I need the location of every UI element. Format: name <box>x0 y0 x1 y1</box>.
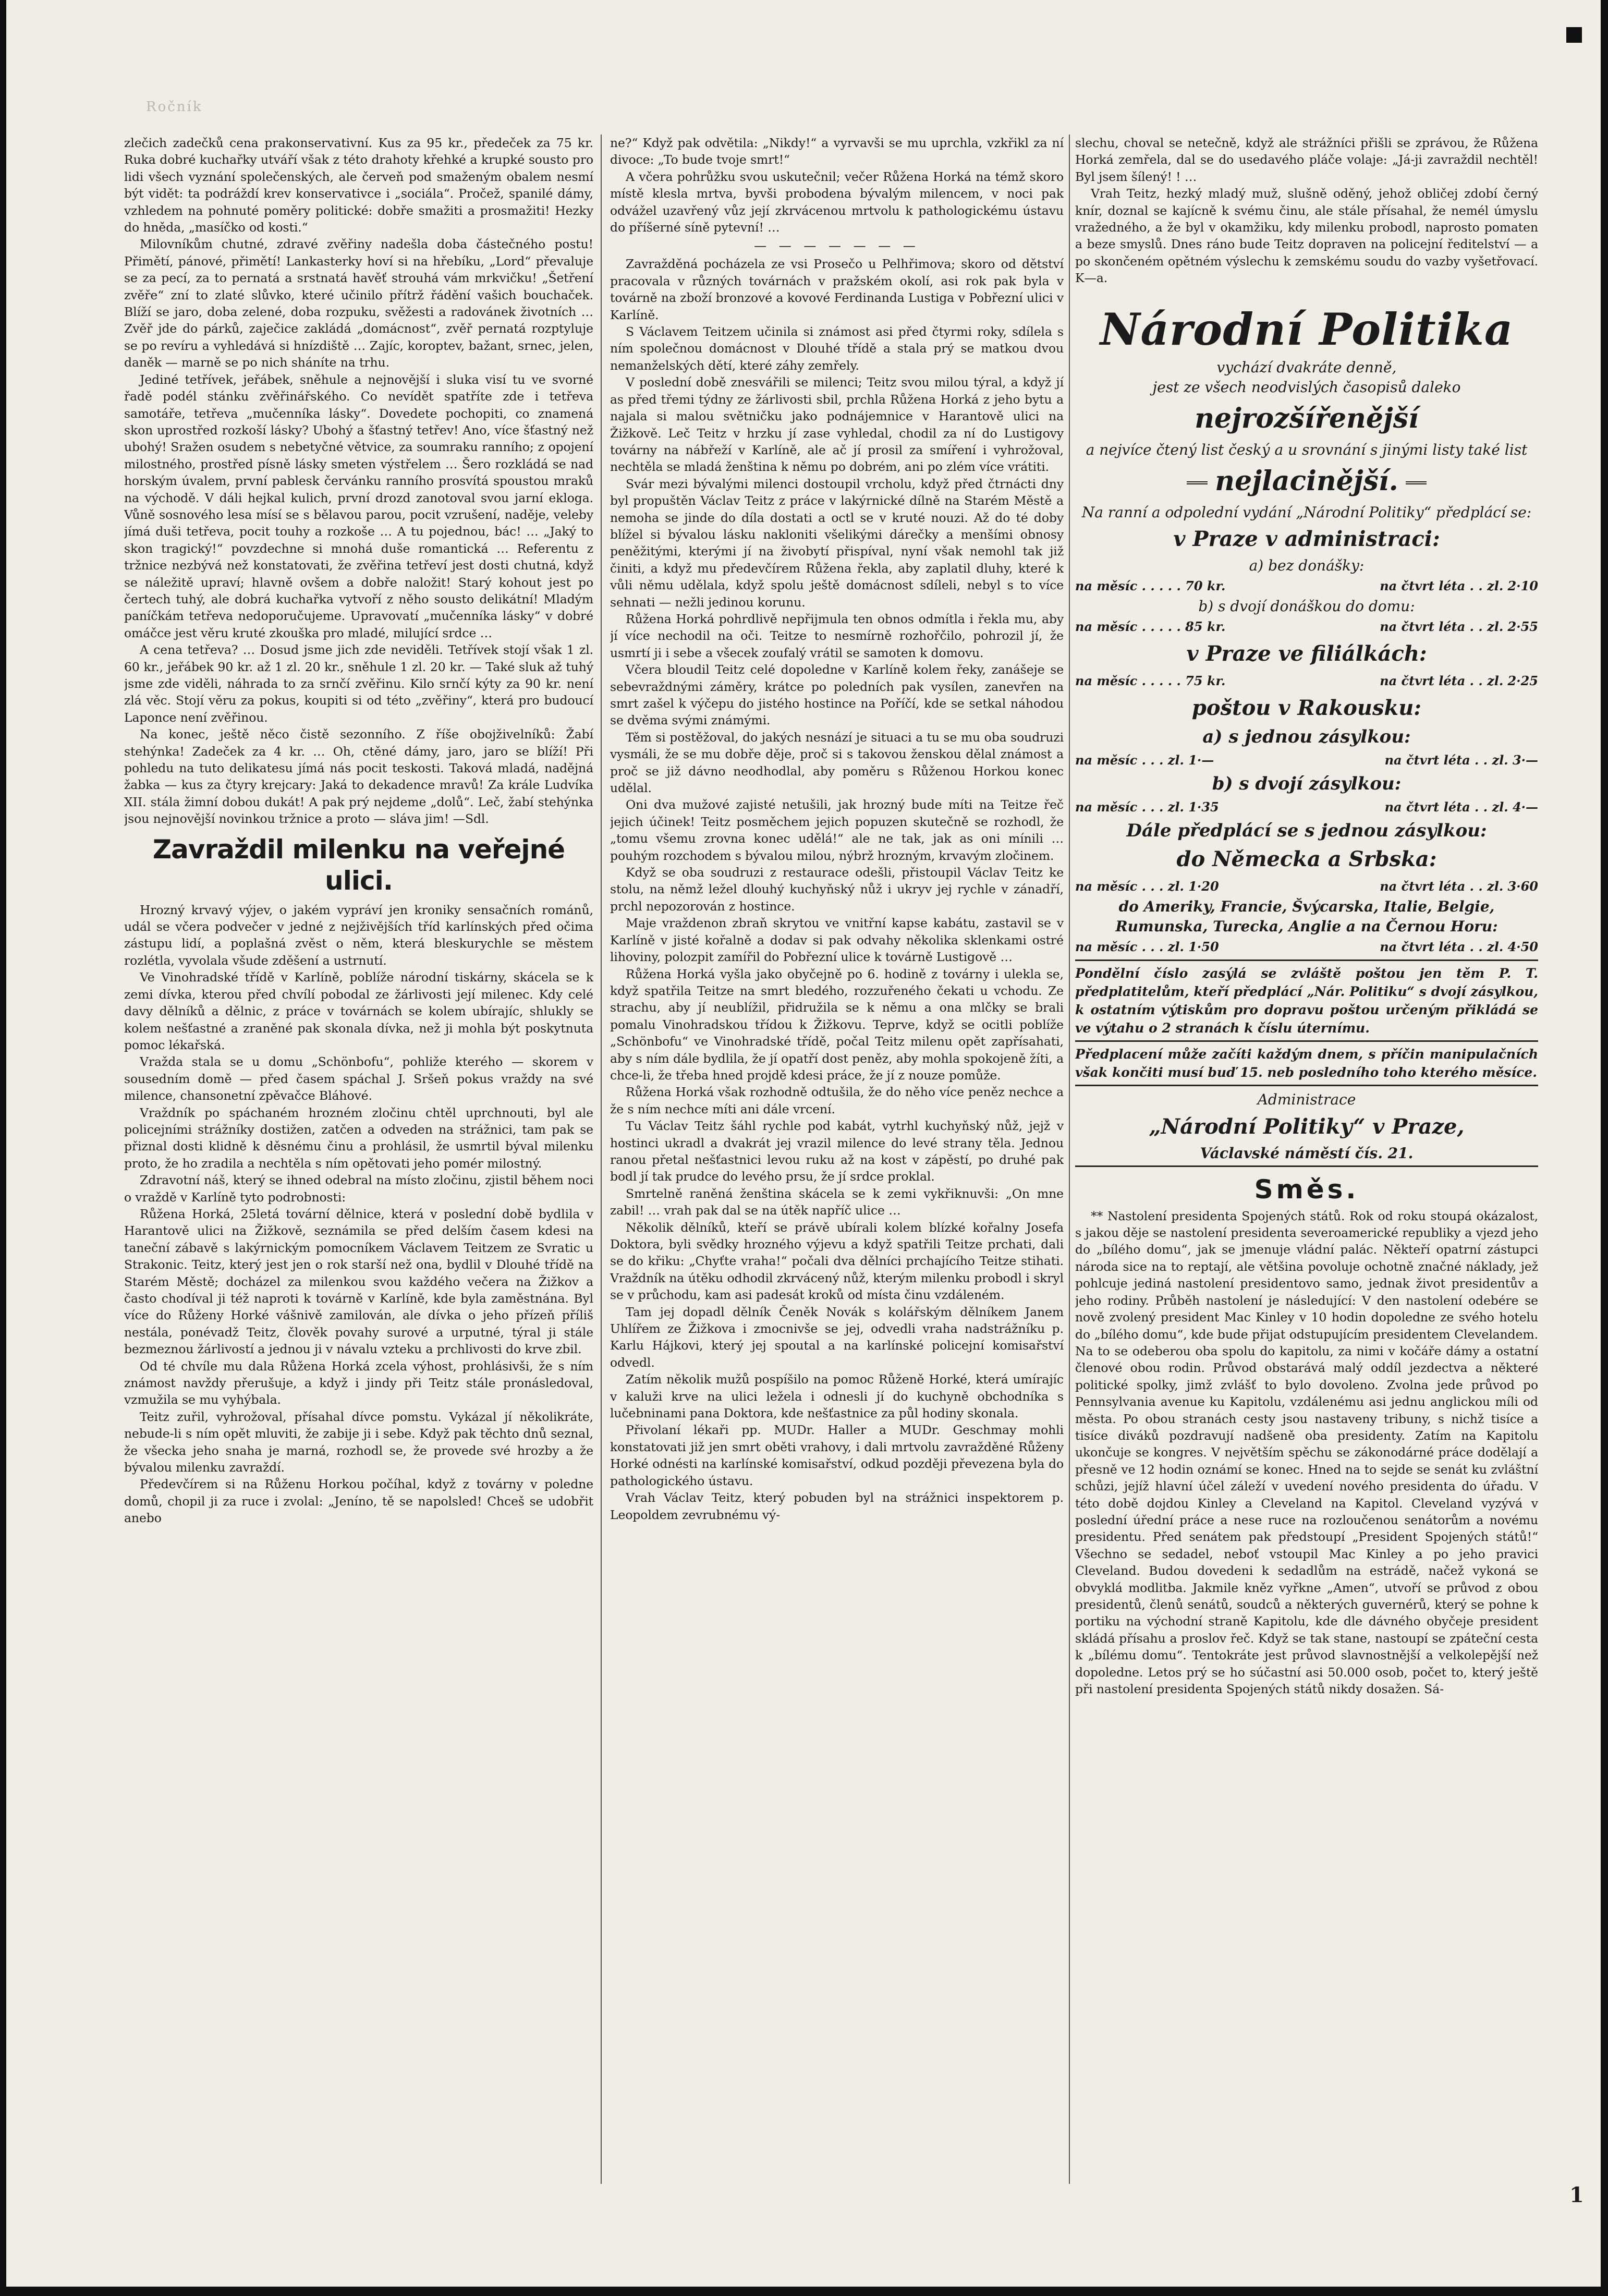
paragraph: Hrozný krvavý výjev, o jakém vypráví jen kroniky sensačních románů, udál se včera podvečer v jedné z nejživějších tříd karlínských před očima zástupu lidí, a poplašná zvěst o něm, která bleskurychle se městem rozlétla, vyvolala všude zděšení a ustrnutí. <box>124 902 593 968</box>
advert-masthead: Národní Politika <box>1100 303 1514 355</box>
paragraph: zlečich zadečků cena prakonservativní. Kus za 95 kr., předeček za 75 kr. Ruka dobré kuchařky utváří však z této drahoty křehké a krupké sousto pro lidi všech vyznání společenských, ale červeň pod smaženým obalem nesmí být vidět: ta podráždí krev konservativce i „sociála“. Pročež, spanilé dámy, vzhledem na pohnuté poměry politické: dobře smažiti a prosmažiti! Hezky do hněda, „masíčko od kosti.“ <box>124 136 593 235</box>
price-row: na měsíc . . . zl. 1·20 na čtvrt léta . . zl. 3·60 <box>1075 878 1538 894</box>
advert-line: jest ze všech neodvislých časopisů daleko <box>1152 378 1461 396</box>
paragraph: Růžena Horká však rozhodně odtušila, že do něho více peněz nechce a že s ním nechce míti ani dále vrcení. <box>610 1085 1064 1116</box>
bleed-through-text: Ročník <box>146 99 203 115</box>
scan-border-bottom <box>0 2287 1608 2296</box>
administration-address: Václavské náměstí čís. 21. <box>1200 1144 1414 1162</box>
administration-label: Administrace <box>1257 1090 1356 1108</box>
paragraph: Tam jej dopadl dělník Čeněk Novák s kolářským dělníkem Janem Uhlířem ze Žižkova i zmocnivše se jej, odvedli vraha nadstrážníku p. Karlu Hájkovi, který jej spoutal a na karlínské policejní komisařství odvedl. <box>610 1304 1064 1370</box>
paragraph: Zavražděná pocházela ze vsi Prosečo u Pelhřimova; skoro od dětství pracovala v různých továrnách v pražském okolí, asi rok pak byla v továrně na zboží bronzové a kovové Ferdinanda Lustiga v Pobřezní ulici v Karlíně. <box>610 257 1064 322</box>
pointer-ornament <box>1406 481 1427 484</box>
paragraph: Vraždník po spáchaném hrozném zločinu chtěl uprchnouti, byl ale policejními strážníky dostižen, zatčen a odveden na strážnici, tam pak se přiznal dosti klidně k děsnému činu a prohlásil, že usmrtil býval milenku proto, že ho zradila a nechtěla s ním opětovati jeho pomér milostný. <box>124 1105 593 1171</box>
paragraph: S Václavem Teitzem učinila si známost asi před čtyrmi roky, sdílela s ním společnou domácnost v Dlouhé třídě a stala prý se matkou dvou nemanželských dětí, které záhy zemřely. <box>610 324 1064 373</box>
section-divider: — — — — — — — <box>754 238 920 253</box>
advert-slogan: nejlacinější. <box>1075 462 1538 501</box>
price-subheading: a) bez donášky: <box>1249 556 1365 574</box>
paragraph: Teitz zuřil, vyhrožoval, přísahal dívce pomstu. Vykázal jí několikráte, nebude-li s ním opět mluviti, že zabije ji i sebe. Když pak těchto dnů seznal, že všecka jeho snaha je marná, rozhodl se, že provede své hrozby a že bývalou milenku zavraždí. <box>124 1409 593 1475</box>
paragraph: Vrah Václav Teitz, který pobuden byl na strážnici inspektorem p. Leopoldem zevrubnému vý- <box>610 1490 1064 1522</box>
advert-slogan: nejrozšířenější <box>1195 402 1419 434</box>
column-1 <box>124 135 593 2189</box>
price-subheading: do Ameriky, Francie, Švýcarska, Italie, Belgie, Rumunska, Turecka, Anglie a na Černou Horu: <box>1115 897 1498 935</box>
page-mark: 1 <box>1569 2183 1584 2207</box>
paragraph: Oni dva mužové zajisté netušili, jak hrozný bude míti na Teitze řeč jejich účinek! Teitz posměchem jejich popuzen skutečně se rozhodl, že „tomu všemu zrovna konec udělá!“ ale ne tak, jak as oni mínili … pouhým rozchodem s bývalou milou, nýbrž hrozným, krvavým zločinem. <box>610 797 1064 863</box>
paragraph: Zatím několik mužů pospíšilo na pomoc Růženě Horké, která umírajíc v kaluži krve na ulici ležela i odnesli jí do kuchyně obchodníka s lučebninami pana Doktora, kde nešťastnice za půl hodiny skonala. <box>610 1372 1064 1421</box>
paragraph: ne?“ Když pak odvětila: „Nikdy!“ a vyrvavši se mu uprchla, vzkřikl za ní divoce: „To bude tvoje smrt!“ <box>610 136 1064 167</box>
paragraph: Růžena Horká, 25letá tovární dělnice, která v poslední době bydlila v Harantově ulici na Žižkově, seznámila se před delším časem kdesi na taneční zábavě s lakýrnickým pomocníkem Václavem Teitzem ze Svratic u Strakonic. Teitz, který jest jen o rok starší než ona, bydlil v Dlouhé třídě na Starém Městě; docházel za milenkou svou každého večera na Žižkov a často chodíval ji též naproti k továrně v Karlíně, kde byla zaměstnána. Byl více do Růženy Horké vášnivě zamilován, ale dívka o jeho přízeň příliš nestála, ponévadž Teitz, člověk povahy surové a urputné, týral ji stále bezmeznou žárlivostí a jednou ji v návalu vzteku a prchlivosti do krve zbil. <box>124 1206 593 1357</box>
article-headline: Zavraždil milenku na veřejné ulici. <box>152 834 565 896</box>
price-subheading: b) s dvojí zásylkou: <box>1212 773 1402 794</box>
column-2 <box>610 135 1064 2189</box>
section-heading-smes: Směs. <box>1254 1174 1359 1205</box>
paragraph: V poslední době znesvářili se milenci; Teitz svou milou týral, a když jí as před třemi týdny ze žárlivosti sbil, prchla Růžena Horká z jeho bytu a najala si malou světničku jako podnájemnice v Harantově ulici na Žižkově. Leč Teitz v hrzku jí zase vyhledal, chodil za ní do Lustigovy továrny na nábřeží v Karlíně, ale ač jí prosil za smíření i vyhrožoval, nechtěla se mladá ženština k němu po dobrém, ani po zlém více vrátiti. <box>610 375 1064 475</box>
advert-note: Pondělní číslo zasýlá se zvláště poštou jen těm P. T. předplatitelům, kteří předplácí „Nár. Politiku“ s dvojí zásylkou, k ostatním výtiskům pro dopravu poštou určeným přikládá se ve výtahu o 2 stranách k číslu úternímu. <box>1075 965 1538 1036</box>
paragraph: Přivolaní lékaři pp. MUDr. Haller a MUDr. Geschmay mohli konstatovati již jen smrt oběti vrahovy, i dali mrtvolu zavražděné Růženy Horké odnésti na karlínské komisařství, odkud později převezena byla do pathologického ústavu. <box>610 1423 1064 1488</box>
paragraph: Několik dělníků, kteří se právě ubírali kolem blízké kořalny Josefa Doktora, byli svědky hrozného výjevu a když spatřili Teitze prchati, dali se do křiku: „Chyťte vraha!“ počali dva dělníci prchajícího Teitze stihati. Vraždník na útěku odhodil zkrvácený nůž, kterým milenku probodl i skryl se v průchodu, kam asi padesát kroků od místa činu vzdáleném. <box>610 1220 1064 1303</box>
pointer-ornament <box>1187 481 1208 484</box>
administration-name: „Národní Politiky“ v Praze, <box>1149 1114 1465 1139</box>
price-heading: poštou v Rakousku: <box>1191 695 1422 720</box>
subscription-advert <box>1075 301 1538 1163</box>
paragraph: Když se oba soudruzi z restaurace odešli, přistoupil Václav Teitz ke stolu, na němž ležel dlouhý kuchyňský nůž i ukryv jej rychle v zánadří, prchl nepozorován z hostince. <box>610 865 1064 914</box>
paragraph: ** Nastolení presidenta Spojených států. Rok od roku stoupá okázalost, s jakou děje se nastolení presidenta severoamerické republiky a vjezd jeho do „bílého domu“, jak se jmenuje vládní palác. Někteří opatrní zástupci národa sice na to reptají, ale většina povoluje ochotně značné náklady, jež pohlcuje jediná nastolení presidentovo samo, jednak život presidentův a jeho rodiny. Průběh nastolení je následující: V den nastolení odebére se nově zvolený president Mac Kinley v 10 hodin dopoledne ze svého hotelu do „bílého domu“, kde bude přijat odstupujícím presidentem Clevelandem. Na to se odeberou oba spolu do kapitolu, za nimi v kočáře dámy a ostatní členové obou rodin. Průvod obstarává malý oddíl jezdectva a některé politické spolky, jimž zvlášť to bylo dovoleno. Zvolna jede průvod po Pennsylvania avenue ku Kapitolu, vzdálenému asi jednu anglickou míli od města. Po obou stranách cesty jsou nastaveny tribuny, s nichž tisíce a tisíce diváků pozdravují nadšeně oba presidenty. Zatím na Kapitolu ukončuje se kongres. V největším spěchu se zákonodárné práce dodělají a přesně ve 12 hodin oznámí se konec. Hned na to sejde se senát ku zvláštní schůzi, jejíž hlavní účel záleží v uvedení nového presidenta do úřadu. V této době dojdou Kinley a Cleveland na Kapitol. Cleveland vyzývá v poslední úřední práce a nese ruce na rozloučenou senátorům a novému presidentu. Před senátem pak předstoupí „President Spojených států!“ Všechno se sedadel, neboť vstoupil Mac Kinley a po jeho pravici Cleveland. Budou dovedeni k sedadlům na estrádě, načež vykoná se obvyklá modlitba. Jakmile kněz vyřkne „Amen“, utvoří se průvod z obou presidentů, členů senátů, soudců a některých guvernérů, který se pohne k portiku na východní straně Kapitolu, kde dle dávného obyčeje president skládá přísahu a proslov řeč. Když se tak stane, nastoupí se zpáteční cesta k „bílému domu“. Tentokráte jest průvod slavnostnější a velkolepější než dopoledne. Letos prý se ho súčastní asi 50.000 osob, počet to, který ještě při nastolení presidenta Spojených států nikdy dosažen. Sá- <box>1075 1208 1538 1697</box>
column-rule <box>601 135 602 2184</box>
paragraph: Milovníkům chutné, zdravé zvěřiny nadešla doba částečného postu! Přimětí, pánové, přimětí! Lankasterky hoví si na hřebíku, „Lord“ převaluje se za pecí, za to pernatá a srstnatá havěť strouhá vám mrkvičku! „Šetření zvěře“ zní to zlaté slůvko, které učinilo přítrž řádění vašich bouchaček. Blíží se jaro, doba zelené, doba rozpuku, svěžesti a radovánek životních … Zvěř jde do párků, zaječice zakládá „domácnost“, zvěř pernatá rozptyluje se po revíru a vyhledává si hnízdiště … Zajíc, koroptev, bažant, srnec, jelen, daněk — marně se po nich sháníte na trhu. <box>124 237 593 370</box>
paragraph: slechu, choval se netečně, když ale strážníci přišli se zprávou, že Růžena Horká zemřela, dal se do usedavého pláče volaje: „Já-ji zavraždil nechtěl! Byl jsem šílený! ! … <box>1075 136 1538 184</box>
paragraph: Tu Václav Teitz šáhl rychle pod kabát, vytrhl kuchyňský nůž, jejž v hostinci ukradl a dvakrát jej vrazil milence do levé strany těla. Jednou ranou přetal nešťastnici levou ruku až na kost v zápěstí, po druhé pak bodl jí tak prudce do levého prsu, že jí srdce proklal. <box>610 1119 1064 1184</box>
paragraph: Maje vraždenon zbraň skrytou ve vnitřní kapse kabátu, zastavil se v Karlíně v jisté kořalně a dodav si pak odvahy několika sklenkami ostré lihoviny, polozpit zamířil do Pobřezní ulice k továrně Lustigově … <box>610 916 1064 965</box>
section-rule <box>1075 1165 1538 1167</box>
price-heading: v Praze v administraci: <box>1173 526 1440 551</box>
paragraph: Smrtelně raněná ženština skácela se k zemi vykřiknuvši: „On mne zabil! … vrah pak dal se na útěk napříč ulice … <box>610 1186 1064 1218</box>
paragraph: A včera pohrůžku svou uskutečnil; večer Růžena Horká na témž skoro místě klesla mrtva, byvši probodena bývalým milencem, v noci pak odvážel uzavřený vůz její zkrvácenou mrtvolu k pathologickému ústavu do příšerné síně pytevní! … <box>610 169 1064 235</box>
price-row: na měsíc . . . . . 70 kr. na čtvrt léta . . zl. 2·10 <box>1075 578 1538 593</box>
scan-border-right <box>1601 0 1608 2296</box>
advert-line: vychází dvakráte denně, <box>1216 358 1397 376</box>
advert-line: Na ranní a odpolední vydání „Národní Politiky“ předplácí se: <box>1081 503 1532 521</box>
column-rule <box>1069 135 1070 2184</box>
price-row: na měsíc . . . zl. 1·35 na čtvrt léta . . zl. 4·— <box>1075 799 1538 815</box>
paragraph: Předevčírem si na Růženu Horkou počíhal, když z továrny v poledne domů, chopil ji za ruce i zvolal: „Jeníno, tě se napolsled! Chceš se udobřit anebo <box>124 1477 593 1526</box>
price-subheading: b) s dvojí donáškou do domu: <box>1198 597 1415 615</box>
price-row: na měsíc . . . . . 75 kr. na čtvrt léta . . zl. 2·25 <box>1075 673 1538 688</box>
advert-note: Předplacení může začíti každým dnem, s příčin manipulačních však končiti musí buď 15. neb posledního toho kterého měsíce. <box>1075 1046 1538 1080</box>
price-heading: v Praze ve filiálkách: <box>1186 641 1427 666</box>
paragraph: Včera bloudil Teitz celé dopoledne v Karlíně kolem řeky, zanášeje se sebevraždnými záměry, krátce po poledních pak vysílen, zanevřen na smrt zašel k výčepu do jistého hostince na Poříčí, kde se setkal náhodou se dvěma svými známými. <box>610 662 1064 728</box>
column-3 <box>1075 135 1538 2189</box>
advert-line: a nejvíce čtený list český a u srovnání s jinými listy také list <box>1086 441 1528 458</box>
paragraph: Ve Vinohradské třídě v Karlíně, poblíže národní tiskárny, skácela se k zemi dívka, kterou před chvílí pobodal ze žárlivosti její milenec. Kdy celé davy dělníků a dělnic, z práce v továrnách se kolem ubírajíc, shlukly se kolem nešťastné a zraněné pak skonala dívka, než ji mohla být poskytnuta pomoc lékařská. <box>124 970 593 1052</box>
paragraph: Růžena Horká vyšla jako obyčejně po 6. hodině z továrny i ulekla se, když spatřila Teitze na smrt bledého, rozzuřeného čekati u vchodu. Ze strachu, aby jí neublížil, přidružila se k němu a ona mlčky se brali pomalu Vinohradskou třídou k Žižkovu. Teprve, když se ocitli poblíže „Schönbofu“ ve Vinohradské třídě, počal Teitz milenu opět zapřísahati, aby s ním dále bydlila, že jí opatří dost peněz, aby mohla spokojeně žíti, a chce-li, že třeba hned projdě kdesi práce, že jí z nouze pomůže. <box>610 966 1064 1083</box>
paragraph: Od té chvíle mu dala Růžena Horká zcela výhost, prohlásivši, že s ním známost navždy přerušuje, a když i jindy při Teitz stále pronásledoval, vzmužila se mu vyhýbala. <box>124 1358 593 1407</box>
paragraph: Těm si postěžoval, do jakých nesnází je situaci a tu se mu oba soudruzi vysmáli, že se mu dobře děje, proč si s takovou ženskou dělal známost a proč se již dávno neodhodlal, aby poměru s Růženou Horkou konec udělal. <box>610 730 1064 796</box>
advert-rule <box>1075 1040 1538 1042</box>
price-subheading: a) s jednou zásylkou: <box>1202 726 1411 747</box>
paragraph: A cena tetřeva? … Dosud jsme jich zde neviděli. Tetřívek stojí však 1 zl. 60 kr., jeřábek 90 kr. až 1 zl. 20 kr., sněhule 1 zl. 20 kr. — Také sluk až tuhý jsme zde viděli, náhrada to za srnčí zvěřinu. Kilo srnčí kýty za 90 kr. není zlá věc. Stojí věru za pokus, koupiti si od této „zvěřiny“, která pro budoucí Laponce není zvěřinou. <box>124 642 593 725</box>
paragraph: Na konec, ještě něco čistě sezonního. Z říše obojživelníků: Žabí stehýnka! Zadeček za 4 kr. … Oh, ctěné dámy, jaro, jaro se blíží! Při pohledu na tuto delikatesu jímá nás pocit teskosti. Taková mladá, nadějná žabka — kus za čtyry krejcary: Jaká to dekadence mravů! Za krále Ludvíka XII. stála žimní dobou dukát! A pak prý nejdeme „dolů“. Leč, žabí stehýnka jsou nejnovější novinkou tržnice a proto — sláva jim! —Sdl. <box>124 727 593 827</box>
paragraph: Vražda stala se u domu „Schönbofu“, pohliže kterého — skorem v sousedním domě — před časem spáchal J. Sršeň pokus vraždy na své milence, chansonetní zpěvačce Bláhové. <box>124 1054 593 1103</box>
paragraph: Zdravotní náš, který se ihned odebral na místo zločinu, zjistil během noci o vraždě v Karlíně tyto podrobnosti: <box>124 1173 593 1205</box>
advert-rule <box>1075 1085 1538 1086</box>
paragraph: Vrah Teitz, hezký mladý muž, slušně oděný, jehož obličej zdobí černý knír, doznal se kajícně k svému činu, ale stále přísahal, že nemél úmyslu vražedného, a že byl v okamžiku, kdy milenku probodl, naprosto pomaten a beze smyslů. Dnes ráno bude Teitz dopraven na policejní ředitelství — a po skončeném opětném výslechu k zemskému soudu do vazby vyšetřovací. K—a. <box>1075 186 1538 286</box>
price-heading: do Německa a Srbska: <box>1176 846 1437 871</box>
scan-border-left <box>0 0 6 2296</box>
price-row: na měsíc . . . zl. 1·50 na čtvrt léta . . zl. 4·50 <box>1075 939 1538 954</box>
price-row: na měsíc . . . . . 85 kr. na čtvrt léta . . zl. 2·55 <box>1075 618 1538 634</box>
paragraph: Svár mezi bývalými milenci dostoupil vrcholu, když před čtrnácti dny byl propuštěn Václav Teitz z práce v lakýrnické dílně na Starém Městě a nemoha se jinde do díla dostati a octl se v kruté nouzi. Až do té doby blížel si bývalou lásku nakloniti všelikými dárečky a menšími obnosy peněžitými, kterými jí na živobytí přispíval, nyní však nemohl tak již činiti, a když mu předevčírem Růžena řekla, aby zaplatil dluhy, které k vůli němu udělala, když spolu ještě domácnost sdíleli, nebyl s to více sehnati — nežli jedinou korunu. <box>610 476 1064 610</box>
paragraph: Růžena Horká pohrdlivě nepřijmula ten obnos odmítla i řekla mu, aby jí více nechodil na oči. Teitze to nesmírně rozhořčilo, pohrozil jí, že usmrtí ji i sebe a všecek zoufalý vrátil se samoten k domovu. <box>610 611 1064 660</box>
paragraph: Jediné tetřívek, jeřábek, sněhule a nejnovější i sluka visí tu ve svorné řadě podél stánku zvěřinářského. Co nevídět spatříte zde i tetřeva samotáře, tetřeva „mučenníka lásky“. Dovedete pochopiti, co znamená skon uprostřed rozkoší lásky? Ubohý a šťastný tetřev! Ano, více šťastný než ubohý! Sražen osudem s nebetyčné větvice, za soumraku ranního; z opojení milostného, prostřed písně lásky smeten výstřelem … Šero rozkládá se nad horským úvalem, první pablesk červánku ranního prosvítá spoustou mraků na východě. V dáli hejkal kulich, první drozd zanotoval svou jarní ekloga. Vůně sosnového lesa mísí se s bělavou parou, pocit vzrušení, naděje, veleby jímá duši tetřeva, pocit touhy a rozkoše … A tu pojednou, bác! … „Jaký to skon tragický!“ povzdechne si mnohá duše romantická … Referentu z tržnice nezbývá než konstatovati, že zvěřina tetřeví jest dosti chutná, když se náležitě upraví; hlavně ovšem a dobře naložit! Starý kohout jest po čertech tuhý, ale dobrá kuchařka vytvoří z něho sousto delikátní! Mladým paníčkám tetřeva nedoporučujeme. Upravovatí „mučenníka lásky“ v dobré omáčce jest věru kruté zkouška pro mladé, milující srdce … <box>124 372 593 640</box>
scan-corner-mark <box>1566 27 1582 43</box>
price-subheading: Dále předplácí se s jednou zásylkou: <box>1126 820 1487 841</box>
advert-rule <box>1075 959 1538 961</box>
price-row: na měsíc . . . zl. 1·— na čtvrt léta . . zl. 3·— <box>1075 752 1538 768</box>
